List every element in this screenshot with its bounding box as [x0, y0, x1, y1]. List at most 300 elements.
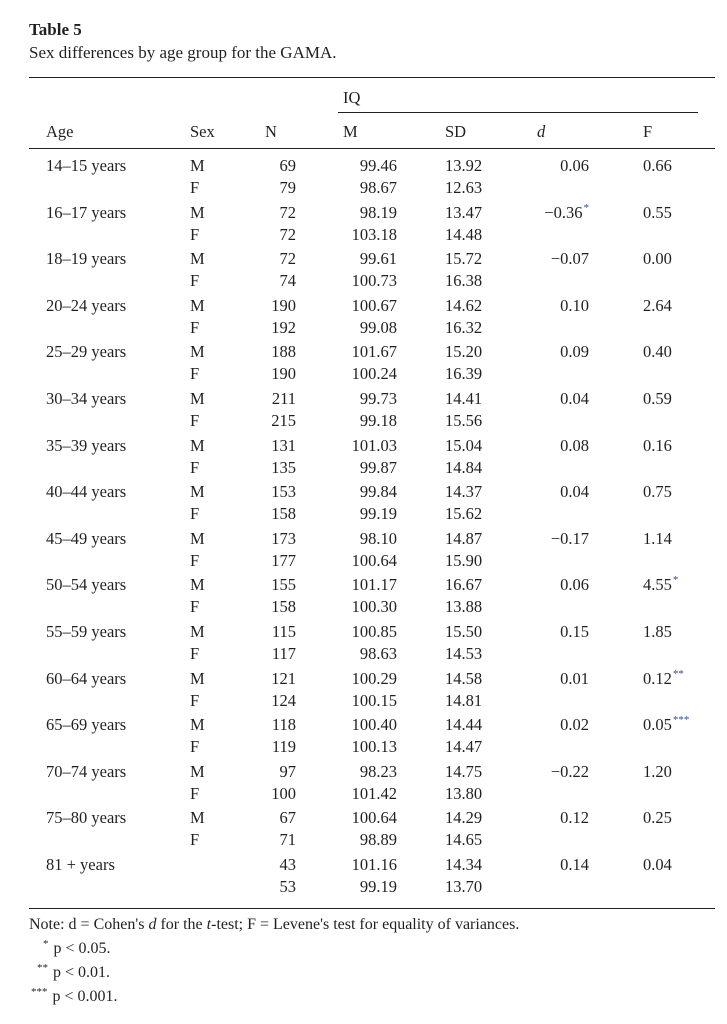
- age-group-cell-text: 65–69 years: [46, 715, 127, 734]
- significance-marker: *: [583, 202, 589, 214]
- sex-cell-text: M: [190, 156, 205, 175]
- sex-cell-text: M: [190, 575, 205, 594]
- sd-cell: [445, 411, 482, 431]
- sex-cell-text: F: [190, 504, 200, 523]
- sd-cell: [445, 784, 482, 804]
- footnote-text: p < 0.001.: [52, 988, 118, 1005]
- n-cell-text: 53: [279, 877, 296, 896]
- age-group-cell-text: 30–34 years: [46, 389, 127, 408]
- sd-cell: [445, 203, 482, 223]
- mean-cell-text: 99.08: [359, 318, 397, 337]
- n-cell: [216, 784, 296, 804]
- footnote-mark: **: [37, 962, 48, 974]
- sex-cell: [190, 203, 205, 223]
- sd-cell: [445, 271, 482, 291]
- sex-cell: [190, 737, 199, 757]
- levene-f-cell: [643, 762, 672, 782]
- mean-cell: [317, 203, 397, 223]
- mean-cell: [317, 482, 397, 502]
- sd-cell-text: 15.50: [445, 622, 483, 641]
- sd-cell-text: 14.62: [445, 296, 483, 315]
- col-header-f: F: [643, 122, 653, 141]
- n-cell: [216, 389, 296, 409]
- levene-f-cell: [643, 529, 672, 549]
- mean-cell-text: 99.73: [359, 389, 397, 408]
- significance-marker: **: [672, 668, 684, 680]
- age-group-cell-text: 18–19 years: [46, 249, 127, 268]
- levene-f-cell-text: 0.04: [643, 855, 672, 874]
- sex-cell: [190, 318, 199, 338]
- levene-f-cell-text: 1.85: [643, 622, 672, 641]
- sd-cell-text: 14.37: [445, 482, 483, 501]
- col-header-m: M: [343, 122, 358, 141]
- sex-cell-text: M: [190, 203, 205, 222]
- footnote-mark: ***: [31, 986, 48, 998]
- levene-f-cell: [643, 249, 672, 269]
- footnote-text: p < 0.01.: [53, 964, 111, 981]
- n-cell-text: 72: [279, 249, 296, 268]
- mean-cell: [317, 855, 397, 875]
- levene-f-cell: [643, 669, 684, 691]
- bottom-rule: [29, 908, 715, 909]
- sd-cell: [445, 830, 482, 850]
- mean-cell: [317, 622, 397, 642]
- mean-cell: [317, 808, 397, 828]
- cohens-d-cell-text: −0.22: [550, 762, 589, 781]
- age-group-cell: [46, 575, 126, 595]
- sex-cell-text: F: [190, 737, 200, 756]
- significance-marker: *: [672, 574, 679, 586]
- levene-f-cell-text: 0.16: [643, 436, 672, 455]
- sd-cell-text: 13.88: [445, 597, 483, 616]
- levene-f-cell-text: 0.75: [643, 482, 672, 501]
- age-group-cell-text: 60–64 years: [46, 669, 127, 688]
- sd-cell-text: 14.75: [445, 762, 483, 781]
- sex-cell: [190, 691, 199, 711]
- sex-cell-text: M: [190, 482, 205, 501]
- sd-cell: [445, 436, 482, 456]
- sd-cell-text: 15.04: [445, 436, 483, 455]
- mean-cell: [317, 364, 397, 384]
- sd-cell-text: 12.63: [445, 178, 483, 197]
- note-d: d: [148, 916, 157, 933]
- n-cell: [216, 458, 296, 478]
- sex-cell-text: F: [190, 364, 200, 383]
- sex-cell-text: F: [190, 318, 200, 337]
- levene-f-cell-text: 1.14: [643, 529, 672, 548]
- levene-f-cell-text: 4.55: [643, 575, 672, 594]
- sd-cell: [445, 691, 482, 711]
- mean-cell-text: 98.10: [359, 529, 397, 548]
- n-cell: [216, 644, 296, 664]
- cohens-d-cell: [509, 296, 589, 316]
- sex-cell-text: F: [190, 178, 200, 197]
- sd-cell-text: 14.41: [445, 389, 483, 408]
- sd-cell-text: 15.56: [445, 411, 483, 430]
- sd-cell-text: 16.67: [445, 575, 483, 594]
- sd-cell: [445, 855, 482, 875]
- sex-cell-text: M: [190, 529, 205, 548]
- sd-cell: [445, 808, 482, 828]
- sd-cell-text: 13.70: [445, 877, 483, 896]
- cohens-d-cell-text: 0.15: [560, 622, 589, 641]
- mean-cell-text: 98.89: [359, 830, 397, 849]
- sd-cell: [445, 644, 482, 664]
- sd-cell: [445, 622, 482, 642]
- sex-cell: [190, 504, 199, 524]
- cohens-d-cell: [509, 529, 589, 549]
- age-group-cell-text: 45–49 years: [46, 529, 127, 548]
- mean-cell-text: 99.19: [359, 504, 397, 523]
- note-prefix: Note: d = Cohen's: [29, 916, 149, 933]
- sex-cell: [190, 669, 205, 689]
- sex-cell: [190, 364, 199, 384]
- sex-cell: [190, 296, 205, 316]
- age-group-cell-text: 14–15 years: [46, 156, 127, 175]
- sex-cell-text: F: [190, 225, 200, 244]
- age-group-cell-text: 40–44 years: [46, 482, 127, 501]
- cohens-d-cell: [509, 203, 589, 225]
- levene-f-cell-text: 0.66: [643, 156, 672, 175]
- sd-cell-text: 14.47: [445, 737, 483, 756]
- mean-cell-text: 99.19: [359, 877, 397, 896]
- sd-cell-text: 16.38: [445, 271, 483, 290]
- n-cell-text: 173: [271, 529, 296, 548]
- cohens-d-cell-text: 0.09: [560, 342, 589, 361]
- mean-cell-text: 100.40: [351, 715, 397, 734]
- sd-cell-text: 15.62: [445, 504, 483, 523]
- cohens-d-cell: [509, 389, 589, 409]
- mean-cell-text: 100.24: [351, 364, 397, 383]
- levene-f-cell-text: 0.12: [643, 669, 672, 688]
- sex-cell: [190, 644, 199, 664]
- sex-cell: [190, 271, 199, 291]
- age-group-cell-text: 35–39 years: [46, 436, 127, 455]
- top-rule: [29, 77, 715, 78]
- n-cell-text: 215: [271, 411, 296, 430]
- n-cell-text: 43: [279, 855, 296, 874]
- n-cell-text: 117: [271, 644, 296, 663]
- mean-cell: [317, 389, 397, 409]
- n-cell: [216, 529, 296, 549]
- sex-cell: [190, 178, 199, 198]
- n-cell: [216, 622, 296, 642]
- n-cell-text: 97: [279, 762, 296, 781]
- mean-cell-text: 99.87: [359, 458, 397, 477]
- n-cell-text: 67: [279, 808, 296, 827]
- age-group-cell: [46, 203, 126, 223]
- age-group-cell: [46, 529, 126, 549]
- sd-cell: [445, 458, 482, 478]
- sex-cell: [190, 458, 199, 478]
- n-cell: [216, 318, 296, 338]
- mean-cell-text: 101.17: [351, 575, 397, 594]
- sex-cell: [190, 529, 205, 549]
- sd-cell: [445, 669, 482, 689]
- age-group-cell: [46, 715, 126, 735]
- n-cell-text: 100: [271, 784, 296, 803]
- levene-f-cell: [643, 156, 672, 176]
- sd-cell-text: 15.90: [445, 551, 483, 570]
- cohens-d-cell-text: 0.06: [560, 156, 589, 175]
- n-cell-text: 118: [271, 715, 296, 734]
- sd-cell: [445, 482, 482, 502]
- mean-cell: [317, 529, 397, 549]
- n-cell-text: 177: [271, 551, 296, 570]
- age-group-cell: [46, 436, 126, 456]
- mean-cell: [317, 156, 397, 176]
- mean-cell: [317, 178, 397, 198]
- n-cell: [216, 178, 296, 198]
- sd-cell-text: 16.39: [445, 364, 483, 383]
- cohens-d-cell-text: −0.36: [544, 203, 583, 222]
- mean-cell-text: 100.64: [351, 551, 397, 570]
- sd-cell: [445, 877, 482, 897]
- mean-cell-text: 100.73: [351, 271, 397, 290]
- sd-cell-text: 14.48: [445, 225, 483, 244]
- mean-cell: [317, 342, 397, 362]
- mean-cell-text: 103.18: [351, 225, 397, 244]
- sd-cell-text: 14.84: [445, 458, 483, 477]
- levene-f-cell: [643, 808, 672, 828]
- age-group-cell-text: 81 + years: [46, 855, 115, 874]
- header-rule: [29, 148, 715, 149]
- sd-cell: [445, 178, 482, 198]
- n-cell: [216, 691, 296, 711]
- mean-cell: [317, 575, 397, 595]
- mean-cell-text: 100.13: [351, 737, 397, 756]
- mean-cell: [317, 737, 397, 757]
- sd-cell-text: 13.47: [445, 203, 483, 222]
- sex-cell-text: M: [190, 808, 205, 827]
- cohens-d-cell-text: 0.14: [560, 855, 589, 874]
- mean-cell: [317, 436, 397, 456]
- sex-cell: [190, 762, 205, 782]
- mean-cell: [317, 458, 397, 478]
- sex-cell: [190, 808, 205, 828]
- mean-cell-text: 99.84: [359, 482, 397, 501]
- sd-cell-text: 14.53: [445, 644, 483, 663]
- cohens-d-cell: [509, 436, 589, 456]
- n-cell-text: 119: [271, 737, 296, 756]
- table-note: [29, 916, 519, 934]
- footnote: [37, 964, 110, 982]
- mean-cell-text: 98.63: [359, 644, 397, 663]
- cohens-d-cell: [509, 249, 589, 269]
- group-header-iq: IQ: [343, 88, 361, 107]
- sex-cell-text: F: [190, 691, 200, 710]
- n-cell: [216, 411, 296, 431]
- sex-cell-text: M: [190, 715, 205, 734]
- cohens-d-cell: [509, 156, 589, 176]
- mean-cell: [317, 597, 397, 617]
- mean-cell: [317, 318, 397, 338]
- mean-cell: [317, 551, 397, 571]
- note-t: t: [206, 916, 212, 933]
- sd-cell: [445, 296, 482, 316]
- n-cell-text: 155: [271, 575, 296, 594]
- mean-cell-text: 98.19: [359, 203, 397, 222]
- sex-cell-text: M: [190, 669, 205, 688]
- levene-f-cell-text: 0.05: [643, 715, 672, 734]
- n-cell-text: 121: [271, 669, 296, 688]
- sd-cell-text: 15.20: [445, 342, 483, 361]
- sd-cell-text: 15.72: [445, 249, 483, 268]
- sd-cell-text: 14.87: [445, 529, 483, 548]
- mean-cell: [317, 784, 397, 804]
- footnote: [31, 988, 118, 1006]
- n-cell: [216, 855, 296, 875]
- cohens-d-cell: [509, 808, 589, 828]
- n-cell: [216, 669, 296, 689]
- sd-cell: [445, 529, 482, 549]
- n-cell-text: 135: [271, 458, 296, 477]
- mean-cell: [317, 691, 397, 711]
- sex-cell: [190, 575, 205, 595]
- n-cell: [216, 504, 296, 524]
- mean-cell: [317, 411, 397, 431]
- levene-f-cell: [643, 389, 672, 409]
- n-cell: [216, 575, 296, 595]
- sex-cell: [190, 597, 199, 617]
- n-cell: [216, 296, 296, 316]
- n-cell-text: 211: [271, 389, 296, 408]
- levene-f-cell: [643, 715, 689, 737]
- mean-cell-text: 100.67: [351, 296, 397, 315]
- note-mid: for the: [156, 916, 207, 933]
- levene-f-cell-text: 0.25: [643, 808, 672, 827]
- n-cell: [216, 482, 296, 502]
- mean-cell: [317, 830, 397, 850]
- iq-underline: [338, 112, 698, 113]
- levene-f-cell-text: 2.64: [643, 296, 672, 315]
- n-cell: [216, 762, 296, 782]
- age-group-cell: [46, 389, 126, 409]
- cohens-d-cell-text: 0.01: [560, 669, 589, 688]
- n-cell: [216, 156, 296, 176]
- sd-cell-text: 14.29: [445, 808, 483, 827]
- n-cell: [216, 597, 296, 617]
- col-header-sd: SD: [445, 122, 467, 141]
- sex-cell-text: M: [190, 249, 205, 268]
- cohens-d-cell-text: 0.08: [560, 436, 589, 455]
- mean-cell: [317, 271, 397, 291]
- n-cell-text: 192: [271, 318, 296, 337]
- col-header-n: N: [265, 122, 277, 141]
- sd-cell: [445, 389, 482, 409]
- sd-cell: [445, 762, 482, 782]
- age-group-cell-text: 16–17 years: [46, 203, 127, 222]
- mean-cell-text: 98.23: [359, 762, 397, 781]
- sex-cell-text: F: [190, 644, 200, 663]
- sd-cell: [445, 715, 482, 735]
- mean-cell-text: 101.67: [351, 342, 397, 361]
- sd-cell: [445, 597, 482, 617]
- sex-cell-text: F: [190, 411, 200, 430]
- sex-cell: [190, 622, 205, 642]
- mean-cell-text: 99.18: [359, 411, 397, 430]
- mean-cell: [317, 877, 397, 897]
- sex-cell-text: M: [190, 622, 205, 641]
- cohens-d-cell: [509, 482, 589, 502]
- cohens-d-cell-text: 0.06: [560, 575, 589, 594]
- levene-f-cell: [643, 342, 672, 362]
- levene-f-cell: [643, 203, 672, 223]
- sd-cell: [445, 364, 482, 384]
- age-group-cell-text: 75–80 years: [46, 808, 127, 827]
- n-cell: [216, 551, 296, 571]
- n-cell-text: 115: [271, 622, 296, 641]
- age-group-cell: [46, 296, 126, 316]
- cohens-d-cell: [509, 762, 589, 782]
- mean-cell-text: 100.29: [351, 669, 397, 688]
- age-group-cell-text: 20–24 years: [46, 296, 127, 315]
- n-cell: [216, 830, 296, 850]
- mean-cell-text: 100.64: [351, 808, 397, 827]
- age-group-cell-text: 70–74 years: [46, 762, 127, 781]
- sex-cell: [190, 784, 199, 804]
- mean-cell-text: 100.85: [351, 622, 397, 641]
- sd-cell: [445, 551, 482, 571]
- col-header-age: Age: [46, 122, 74, 141]
- n-cell: [216, 271, 296, 291]
- n-cell: [216, 225, 296, 245]
- sd-cell-text: 16.32: [445, 318, 483, 337]
- n-cell: [216, 877, 296, 897]
- age-group-cell-text: 25–29 years: [46, 342, 127, 361]
- sd-cell: [445, 342, 482, 362]
- levene-f-cell: [643, 855, 672, 875]
- levene-f-cell-text: 0.00: [643, 249, 672, 268]
- sex-cell: [190, 156, 205, 176]
- sex-cell-text: M: [190, 342, 205, 361]
- sex-cell: [190, 411, 199, 431]
- sex-cell: [190, 225, 199, 245]
- levene-f-cell-text: 0.40: [643, 342, 672, 361]
- n-cell-text: 158: [271, 504, 296, 523]
- age-group-cell: [46, 855, 115, 875]
- sex-cell: [190, 342, 205, 362]
- significance-marker: ***: [672, 714, 690, 726]
- sd-cell-text: 14.58: [445, 669, 483, 688]
- sd-cell: [445, 737, 482, 757]
- n-cell: [216, 364, 296, 384]
- sex-cell: [190, 249, 205, 269]
- n-cell: [216, 715, 296, 735]
- levene-f-cell-text: 0.55: [643, 203, 672, 222]
- n-cell: [216, 342, 296, 362]
- cohens-d-cell-text: 0.02: [560, 715, 589, 734]
- levene-f-cell: [643, 575, 678, 597]
- n-cell-text: 131: [271, 436, 296, 455]
- col-header-sex: Sex: [190, 122, 215, 141]
- sex-cell: [190, 715, 205, 735]
- n-cell-text: 158: [271, 597, 296, 616]
- mean-cell-text: 99.61: [359, 249, 397, 268]
- cohens-d-cell-text: 0.10: [560, 296, 589, 315]
- n-cell: [216, 203, 296, 223]
- sex-cell-text: F: [190, 551, 200, 570]
- sd-cell-text: 14.65: [445, 830, 483, 849]
- n-cell: [216, 249, 296, 269]
- sex-cell-text: F: [190, 830, 200, 849]
- sex-cell-text: F: [190, 271, 200, 290]
- sd-cell-text: 14.34: [445, 855, 483, 874]
- sex-cell-text: M: [190, 389, 205, 408]
- cohens-d-cell: [509, 575, 589, 595]
- n-cell-text: 188: [271, 342, 296, 361]
- n-cell-text: 72: [279, 203, 296, 222]
